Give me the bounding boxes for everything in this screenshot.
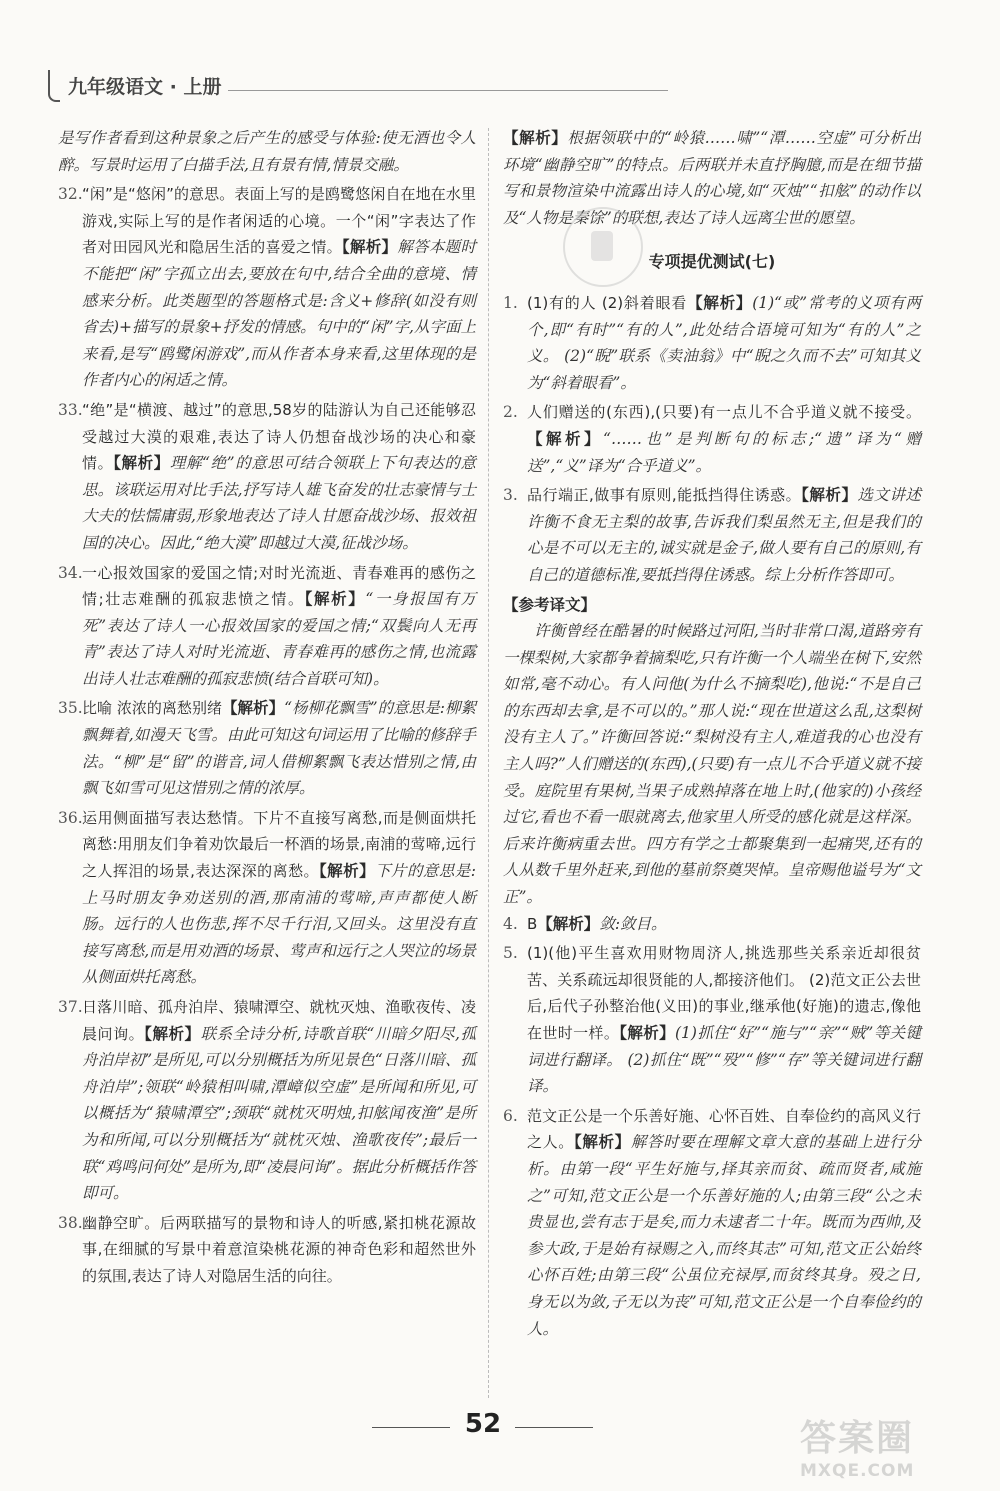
answer-item: [58, 1210, 476, 1290]
analysis-text: 敛:敛目。: [599, 914, 667, 933]
analysis-tag: 【解析】: [318, 862, 376, 881]
analysis-text: 选文讲述许衡不食无主梨的故事,告诉我们梨虽然无主,但是我们的心是不可以无主的,诚实就是金子,做人要有自己的原则,有自己的道德标准,要抵挡得住诱惑。综上分析作答即可。: [527, 486, 921, 584]
right-intro: [503, 125, 921, 231]
center-watermark: [250, 990, 420, 1170]
item-number: 33.: [58, 400, 83, 419]
analysis-tag: 【解析】: [527, 429, 604, 448]
section-heading: [503, 249, 921, 276]
item-number: 38.: [58, 1213, 83, 1232]
item-number: 2.: [503, 403, 518, 422]
item-number: 5.: [503, 944, 518, 963]
watermark-logo: [800, 1410, 990, 1486]
item-number: 37.: [58, 998, 83, 1016]
analysis-tag: 【解析】: [113, 454, 170, 473]
answer-text: (1)有的人 (2)斜着眼看: [527, 293, 688, 312]
item-number: 34.: [58, 563, 83, 582]
analysis-text: “……也”是判断句的标志;“遗”译为“赠送”,“义”译为“合乎道义”。: [527, 429, 921, 475]
answer-item: [58, 560, 476, 693]
item-number: 4.: [503, 914, 518, 933]
translation-tag: 【参考译文】: [503, 595, 597, 614]
item-number: 6.: [503, 1106, 518, 1125]
right-items-2: [503, 911, 921, 1343]
answer-item: [503, 482, 921, 588]
analysis-text: 解答时要在理解文章大意的基础上进行分析。由第一段“平生好施与,择其亲而贫、疏而贤者,咸施之”可知,范文正公是一个乐善好施的人;由第三段“公之未贵显也,尝有志于是矣,而力未逮者二十年。既而为西帅,及参大政,于是始有禄赐之入,而终其志”可知,范文正公始终心怀百姓;由第三段“公虽位充禄厚,而贫终其身。殁之日,身无以为敛,子无以为丧”可知,范文正公是一个自奉俭约的人。: [527, 1133, 921, 1338]
answer-item: [503, 911, 921, 938]
answer-text: 一心报效国家的爱国之情;对时光流逝、青春难再的感伤之情;壮志难酬的孤寂悲愤之情。: [82, 563, 476, 609]
answer-text: “绝”是“横渡、越过”的意思,58岁的陆游认为自己还能够忍受越过大漠的艰难,表达了诗人仍想奋战沙场的决心和豪情。: [82, 400, 476, 473]
answer-item: [58, 805, 476, 991]
stamp-core: [591, 231, 613, 261]
analysis-text: 联系全诗分析,诗歌首联“川暗夕阳尽,孤舟泊岸初”是所见,可以分别概括为所见景色“日落川暗、孤舟泊岸”;领联“岭猿相叫啸,潭嶂似空虚”是所闻和所见,可以概括为“猿啸潭空”;颈联“就枕灭明烛,扣舷闻夜渔”是所为和所闻,可以分别概括为“就枕灭烛、渔歌夜传”;最后一联“鸡鸣问何处”是所为,即“凌晨问询”。据此分析概括作答即可。: [82, 1024, 476, 1203]
analysis-text: “一身报国有万死”表达了诗人一心报效国家的爱国之情;“双鬓向人无再青”表达了诗人对时光流逝、青春难再的感伤之情,也流露出诗人壮志难酬的孤寂悲愤(结合首联可知)。: [82, 590, 476, 688]
analysis-tag: 【解析】: [304, 590, 366, 609]
intro-text: 根据领联中的“岭猿……啸”“潭……空虚”可分析出环境“幽静空旷”的特点。后两联并未直抒胸臆,而是在细节描写和景物渲染中流露出诗人的心境,如“灭烛”“扣舷”的动作以及“人物是秦馀”的联想,表达了诗人远离尘世的愿望。: [503, 129, 921, 227]
answer-text: 日落川暗、孤舟泊岸、猿啸潭空、就枕灭烛、渔歌夜传、凌晨问询。: [82, 998, 476, 1043]
analysis-tag: 【解析】: [503, 129, 568, 147]
analysis-text: 是写作者看到这种景象之后产生的感受与体验:使无酒也令人醉。写景时运用了白描手法,且有景有情,情景交融。: [58, 129, 476, 174]
analysis-tag: 【解析】: [619, 1024, 675, 1042]
analysis-tag: 【解析】: [144, 1024, 201, 1043]
analysis-tag: 【解析】: [222, 699, 285, 718]
analysis-text: “杨柳花飘雪”的意思是:柳絮飘舞着,如漫天飞雪。由此可知这句词运用了比喻的修辞手法。“柳”是“留”的谐音,词人借柳絮飘飞表达惜别之情,由飘飞如雪可见这惜别之情的浓厚。: [82, 699, 476, 798]
header-bracket: [48, 70, 60, 102]
answer-text: “闲”是“悠闲”的意思。表面上写的是鸥鹭悠闲自在地在水里游戏,实际上写的是作者闲适的心境。一个“闲”字表达了作者对田园风光和隐居生活的喜爱之情。: [82, 185, 476, 257]
item-number: 32.: [58, 185, 83, 204]
analysis-text: (1)“或”常考的义项有两个,即“有时”“有的人”,此处结合语境可知为“有的人”之义。 (2)“睨”联系《卖油翁》中“睨之久而不去”可知其义为“斜着眼看”。: [527, 293, 921, 392]
right-column: [503, 125, 921, 1345]
analysis-text: (1)抓住“好”“施与”“亲”“贼”等关键词进行翻译。 (2)抓住“既”“殁”“修”“存”等关键词进行翻译。: [527, 1024, 921, 1096]
answer-item: [503, 290, 921, 396]
answer-text: 品行端正,做事有原则,能抵挡得住诱惑。: [527, 486, 802, 505]
item-number: 35.: [58, 699, 83, 718]
page-number: 52: [464, 1409, 502, 1439]
stamp-seal: [563, 207, 643, 287]
answer-text: B: [527, 914, 538, 933]
answer-item: [503, 399, 921, 479]
item-number: 3.: [503, 486, 518, 505]
answer-text: (1)(他)平生喜欢用财物周济人,挑选那些关系亲近却很贫苦、关系疏远却很贤能的人,都接济他们。 (2)范文正公去世后,后代子孙整治他(义田)的事业,继承他(好施)的遗志,像他在世时一样。: [527, 944, 921, 1042]
analysis-tag: 【解析】: [687, 293, 753, 312]
section-title: 专项提优测试(七): [648, 252, 776, 272]
right-items: [503, 290, 921, 589]
footer-line-left: [372, 1427, 450, 1428]
answer-item: [503, 1103, 921, 1342]
item-number: 36.: [58, 808, 83, 827]
analysis-tag: 【解析】: [341, 238, 398, 257]
answer-text: 范文正公是一个乐善好施、心怀百姓、自奉俭约的高风义行之人。: [527, 1106, 921, 1152]
answer-text: 幽静空旷。后两联描写的景物和诗人的听感,紧扣桃花源故事,在细腻的写景中着意渲染桃花源的神奇色彩和超然世外的氛围,表达了诗人对隐居生活的向往。: [82, 1213, 476, 1285]
analysis-tag: 【解析】: [801, 486, 858, 505]
answer-text: 运用侧面描写表达愁情。下片不直接写离愁,而是侧面烘托离愁:用朋友们争着劝饮最后一杯酒的场景,南浦的莺啼,远行之人挥泪的场景,表达深深的离愁。: [82, 808, 476, 881]
analysis-tag: 【解析】: [573, 1133, 631, 1152]
analysis-tag: 【解析】: [537, 914, 600, 933]
page-header: [48, 66, 628, 106]
answer-item: [58, 125, 476, 178]
answer-item: [58, 181, 476, 394]
header-title: 九年级语文 · 上册: [68, 76, 222, 98]
watermark-main: 答案圈: [800, 1418, 915, 1459]
answer-item: [503, 940, 921, 1100]
answer-item: [58, 397, 476, 557]
header-rule: [228, 90, 668, 91]
answer-item: [58, 695, 476, 801]
analysis-text: 解答本题时不能把“闲”字孤立出去,要放在句中,结合全曲的意境、情感来分析。此类题型的答题格式是:含义+修辞(如没有则省去)+描写的景象+抒发的情感。句中的“闲”字,从字面上来看,是写“鸥鹭闲游戏”,而从作者本身来看,这里体现的是作者内心的闲适之情。: [82, 238, 476, 390]
answer-text: 人们赠送的(东西),(只要)有一点儿不合乎道义就不接受。: [527, 403, 921, 422]
analysis-text: 理解“绝”的意思可结合领联上下句表达的意思。该联运用对比手法,抒写诗人雄飞奋发的壮志豪情与士大夫的怯懦庸弱,形象地表达了诗人甘愿奋战沙场、报效祖国的决心。因此,“绝大漠”即越过大漠,征战沙场。: [82, 454, 476, 552]
item-number: 1.: [503, 293, 518, 312]
watermark-sub: MXQE.COM: [800, 1461, 915, 1481]
column-divider: [488, 128, 489, 1398]
answer-text: 比喻 浓浓的离愁别绪: [82, 699, 223, 718]
translation-text: 许衡曾经在酷暑的时候路过河阳,当时非常口渴,道路旁有一棵梨树,大家都争着摘梨吃,只有许衡一个人端坐在树下,安然如常,毫不动心。有人问他(为什么不摘梨吃),他说:“不是自己的东西却去拿,是不可以的。”那人说:“现在世道这么乱,这梨树没有主人了。”许衡回答说:“梨树没有主人,难道我的心也没有主人吗?”人们赠送的(东西),(只要)有一点儿不合乎道义就不接受。庭院里有果树,当果子成熟掉落在地上时,(他家的)小孩经过它,看也不看一眼就离去,他家里人所受的感化就是这样深。后来许衡病重去世。四方有学之士都聚集到一起痛哭,还有的人从数千里外赶来,到他的墓前祭奠哭悼。皇帝赐他谥号为“文正”。: [503, 622, 921, 907]
analysis-text: 下片的意思是:上马时朋友争劝送别的酒,那南浦的莺啼,声声都使人断肠。远行的人也伤悲,挥不尽千行泪,又回头。这里没有直接写离愁,而是用劝酒的场景、莺声和远行之人哭泣的场景从侧面烘托离愁。: [82, 862, 476, 987]
footer-line-right: [515, 1427, 593, 1428]
